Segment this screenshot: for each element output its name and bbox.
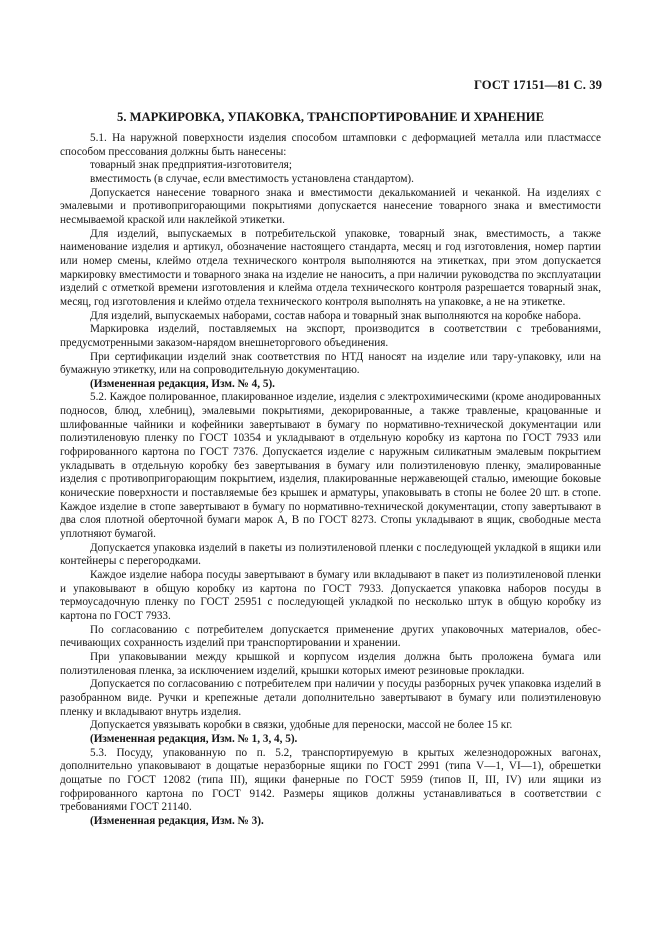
paragraph: По согласованию с потребителем допускается применение других упаковочных материалов, обеспечивающих сохранность изделий при транспортировании и хранении. [60, 623, 601, 650]
paragraph: 5.2. Каждое полированное, плакированное изделие, изделия с электрохимическими (кроме анодированных подносов, блюд, хлебниц), эмалевыми покрытиями, декорированные, а также травленые, крацованные и шлифованные чайники и кофейники завертывают в бумагу по нормативно-технической документации или полиэтиленовую пленку по ГОСТ 10354 и укладывают в отдельную коробку из картона по ГОСТ 7933 или гофрированного картона по ГОСТ 7376. Допускается изделие с наружным силикатным эмалевым покрытием укладывать в отдельную коробку без завертывания в бумагу или полиэтиленовую пленку, эмалированные изделия с противопригорающим покрытием, изделия, плакированные нержавеющей сталью, имеющие боковые конические поверхности и поставляемые без крышек и арматуры, упаковывать в стопы не более 20 шт. в стопе. Каждое изделие в стопе завертывают в бумагу по нормативно-технической документации, стопу завертывают в два слоя плотной оберточной бумаги марок А, В по ГОСТ 8273. Стопы укладывают в ящик, свободные места уплотняют бумагой. [60, 391, 601, 541]
paragraph: Каждое изделие набора посуды завертывают в бумагу или вкладывают в пакет из полиэтиленовой пленки и упаковывают в общую коробку из картона по ГОСТ 7933. Допускается упаковка наборов посуды в термоусадочную пленку по ГОСТ 25951 с последующей укладкой по несколько штук в общую коробку из картона по ГОСТ 7933. [60, 569, 601, 622]
paragraph: Допускается увязывать коробки в связки, удобные для переноски, массой не более 15 кг. [90, 719, 513, 732]
paragraph: Допускается упаковка изделий в пакеты из полиэтиленовой пленки с последующей укладкой в ящики или контейнеры с перегородками. [60, 541, 601, 568]
paragraph: Для изделий, выпускаемых в потребительской упаковке, товарный знак, вместимость, а также наименование изделия и артикул, обозначение настоящего стандарта, месяц и год изготовления, номер партии или номер смены, клеймо отдела технического контроля выполняются на этикетках, при этом допускается маркировку вместимости и товарного знака на изделие не наносить, а при наличии руководства по эксплуатации изделий с отметкой времени изготовления и клейма отдела технического контроля разрешается товарный знак, месяц, год изготовления и клеймо отдела технического контроля выполнять на упаковке, а не на этикетке. [60, 227, 601, 308]
paragraph: При сертификации изделий знак соответствия по НТД наносят на изделие или тару-упаковку, или на бумажную этикетку, или на сопроводительную документацию. [60, 350, 601, 377]
paragraph: 5.1. На наружной поверхности изделия способом штамповки с деформацией металла или пластмассе способом прессования должны быть нанесены: [60, 132, 601, 158]
paragraph: Допускается по согласованию с потребителем при наличии у посуды разборных ручек упаковка изделий в разобранном виде. Ручки и крепежные детали дополнительно завертывают в бумагу или полиэтиленовую пленку и вкладывают внутрь изделия. [60, 678, 601, 718]
paragraph: Допускается нанесение товарного знака и вместимости декалькоманией и чеканкой. На изделиях с эмалевыми и противопригорающими покрытиями допускается нанесение товарного знака и вместимости несмываемой краской или наклейкой этикетки. [60, 186, 601, 226]
paragraph: 5.3. Посуду, упакованную по п. 5.2, транспортируемую в крытых железнодорожных вагонах, дополнительно упаковывают в дощатые неразборные ящики по ГОСТ 2991 (типа V—1, VI—1), обрешетки дощатые по ГОСТ 12082 (типа III), ящики фанерные по ГОСТ 5959 (типов II, III, IV) или ящики из гофрированного картона по ГОСТ 9142. Размеры ящиков должны устанавливаться в соответствии с требованиями ГОСТ 21140. [60, 746, 601, 814]
paragraph: Маркировка изделий, поставляемых на экспорт, производится в соответствии с требованиями, предусмотренными заказом-нарядом внешнеторгового объединения. [60, 323, 601, 349]
section-title: 5. МАРКИРОВКА, УПАКОВКА, ТРАНСПОРТИРОВАНИЕ И ХРАНЕНИЕ [117, 110, 544, 124]
paragraph: вместимость (в случае, если вместимость установлена стандартом). [90, 172, 414, 185]
document-body [60, 132, 601, 828]
amendment-note: (Измененная редакция, Изм. № 3). [90, 814, 264, 827]
paragraph: При упаковывании между крышкой и корпусом изделия должна быть проложена бумага или полиэтиленовая пленка, за исключением изделий, крышки которых имеют резиновые прокладки. [60, 650, 601, 677]
paragraph: товарный знак предприятия-изготовителя; [90, 159, 292, 172]
amendment-note: (Измененная редакция, Изм. № 1, 3, 4, 5). [90, 732, 298, 745]
amendment-note: (Измененная редакция, Изм. № 4, 5). [90, 377, 275, 390]
paragraph: Для изделий, выпускаемых наборами, состав набора и товарный знак выполняются на коробке набора. [90, 309, 582, 322]
page-header: ГОСТ 17151—81 С. 39 [474, 78, 602, 92]
